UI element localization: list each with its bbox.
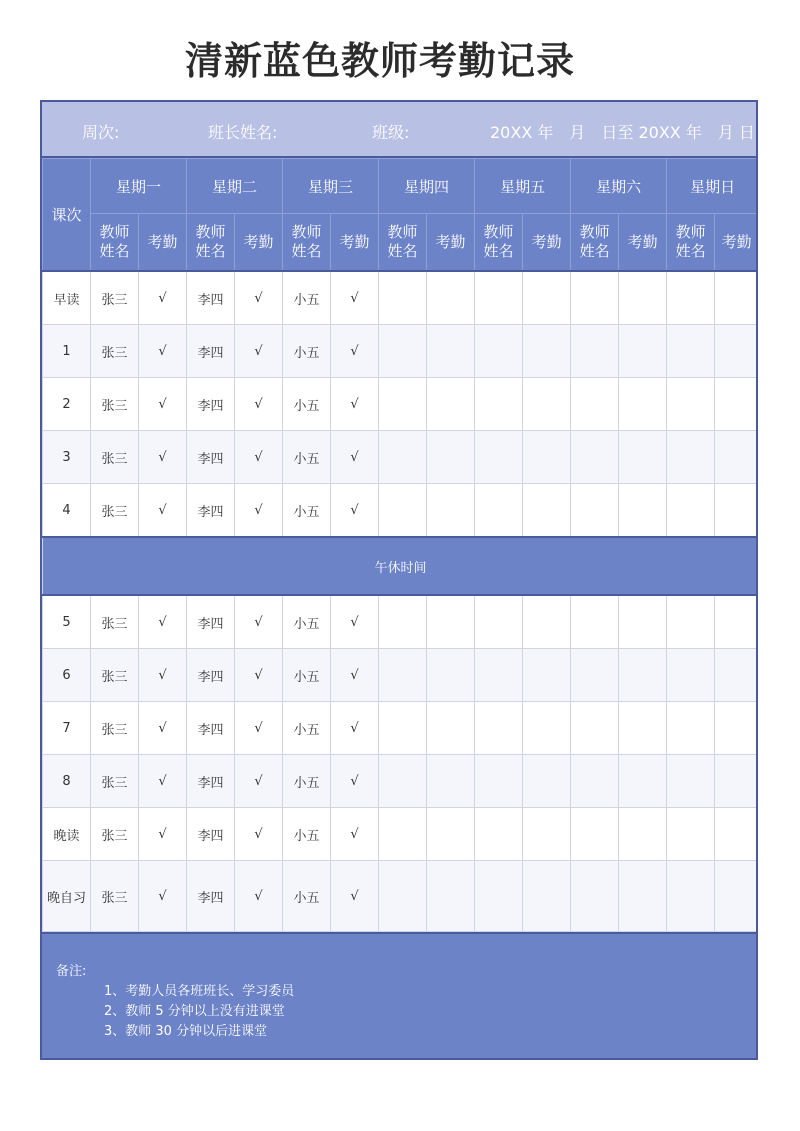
empty-cell [427,378,475,431]
empty-cell [475,325,523,378]
teacher-name-cell: 小五 [283,702,331,755]
period-cell: 6 [43,649,91,702]
day-header: 星期日 [667,159,758,214]
attendance-mark-cell: √ [139,595,187,649]
empty-cell [715,649,758,702]
empty-cell [715,755,758,808]
empty-cell [523,431,571,484]
info-bar [42,102,756,158]
attendance-mark-cell: √ [139,649,187,702]
empty-cell [427,595,475,649]
table-row [43,378,759,431]
attendance-mark-cell: √ [331,378,379,431]
attendance-mark-cell: √ [139,325,187,378]
empty-cell [619,702,667,755]
lunch-break-row [43,537,759,595]
period-cell: 2 [43,378,91,431]
period-cell: 晚自习 [43,861,91,932]
attendance-mark-cell: √ [331,755,379,808]
attendance-mark-cell: √ [235,431,283,484]
empty-cell [523,595,571,649]
teacher-name-header: 教师 姓名 [571,214,619,272]
teacher-name-cell: 李四 [187,595,235,649]
empty-cell [667,378,715,431]
teacher-name-cell: 张三 [91,649,139,702]
teacher-name-header: 教师 姓名 [187,214,235,272]
teacher-name-cell: 张三 [91,702,139,755]
empty-cell [715,378,758,431]
teacher-name-cell: 小五 [283,755,331,808]
empty-cell [715,861,758,932]
empty-cell [571,378,619,431]
teacher-name-cell: 张三 [91,595,139,649]
empty-cell [379,595,427,649]
empty-cell [715,808,758,861]
empty-cell [379,702,427,755]
day-header: 星期一 [91,159,187,214]
teacher-name-header: 教师 姓名 [91,214,139,272]
attendance-mark-cell: √ [331,861,379,932]
empty-cell [379,484,427,538]
attendance-mark-cell: √ [139,755,187,808]
attendance-table [42,158,758,932]
attendance-mark-cell: √ [139,484,187,538]
table-row [43,649,759,702]
empty-cell [667,595,715,649]
empty-cell [571,755,619,808]
empty-cell [427,702,475,755]
table-row [43,271,759,325]
teacher-name-header: 教师 姓名 [667,214,715,272]
teacher-name-cell: 张三 [91,378,139,431]
empty-cell [475,484,523,538]
empty-cell [427,484,475,538]
empty-cell [571,431,619,484]
day-header: 星期六 [571,159,667,214]
empty-cell [571,861,619,932]
empty-cell [475,702,523,755]
table-row [43,595,759,649]
empty-cell [571,808,619,861]
empty-cell [523,755,571,808]
day-header: 星期五 [475,159,571,214]
table-body [43,271,759,932]
empty-cell [667,861,715,932]
empty-cell [427,861,475,932]
period-cell: 1 [43,325,91,378]
empty-cell [523,271,571,325]
empty-cell [619,595,667,649]
empty-cell [427,649,475,702]
empty-cell [523,702,571,755]
empty-cell [523,808,571,861]
empty-cell [523,378,571,431]
period-header: 课次 [43,159,91,272]
empty-cell [427,808,475,861]
teacher-name-cell: 李四 [187,484,235,538]
empty-cell [619,378,667,431]
attendance-mark-cell: √ [139,378,187,431]
empty-cell [667,702,715,755]
empty-cell [715,484,758,538]
empty-cell [667,484,715,538]
attendance-mark-cell: √ [235,484,283,538]
table-header [43,159,759,272]
attendance-mark-cell: √ [331,484,379,538]
teacher-name-cell: 小五 [283,649,331,702]
notes-title: 备注: [56,964,87,979]
empty-cell [667,649,715,702]
attendance-mark-cell: √ [331,702,379,755]
teacher-name-cell: 张三 [91,325,139,378]
empty-cell [379,271,427,325]
empty-cell [427,271,475,325]
table-row [43,325,759,378]
table-row [43,861,759,932]
attendance-header: 考勤 [235,214,283,272]
empty-cell [379,861,427,932]
teacher-name-header: 教师 姓名 [283,214,331,272]
attendance-mark-cell: √ [235,325,283,378]
attendance-mark-cell: √ [331,595,379,649]
teacher-name-cell: 张三 [91,484,139,538]
empty-cell [427,431,475,484]
attendance-mark-cell: √ [331,431,379,484]
attendance-mark-cell: √ [139,808,187,861]
empty-cell [619,861,667,932]
empty-cell [475,861,523,932]
empty-cell [619,325,667,378]
attendance-header: 考勤 [715,214,758,272]
empty-cell [619,755,667,808]
teacher-name-cell: 小五 [283,378,331,431]
period-cell: 7 [43,702,91,755]
teacher-name-cell: 小五 [283,431,331,484]
attendance-header: 考勤 [139,214,187,272]
empty-cell [379,325,427,378]
empty-cell [379,808,427,861]
attendance-mark-cell: √ [235,755,283,808]
attendance-mark-cell: √ [331,271,379,325]
lunch-break-label: 午休时间 [43,537,759,595]
attendance-mark-cell: √ [331,325,379,378]
period-cell: 4 [43,484,91,538]
attendance-mark-cell: √ [235,378,283,431]
attendance-header: 考勤 [427,214,475,272]
empty-cell [571,484,619,538]
attendance-mark-cell: √ [235,702,283,755]
empty-cell [571,595,619,649]
empty-cell [475,271,523,325]
note-item: 1、考勤人员各班班长、学习委员 [104,984,295,999]
empty-cell [667,431,715,484]
table-row [43,755,759,808]
teacher-name-cell: 张三 [91,271,139,325]
teacher-name-cell: 李四 [187,378,235,431]
empty-cell [619,808,667,861]
attendance-mark-cell: √ [235,861,283,932]
teacher-name-header: 教师 姓名 [379,214,427,272]
teacher-name-cell: 张三 [91,808,139,861]
empty-cell [571,325,619,378]
teacher-name-cell: 李四 [187,861,235,932]
empty-cell [715,325,758,378]
attendance-mark-cell: √ [331,649,379,702]
day-header: 星期三 [283,159,379,214]
empty-cell [475,595,523,649]
empty-cell [475,808,523,861]
attendance-sheet [40,100,758,1060]
period-cell: 5 [43,595,91,649]
period-cell: 8 [43,755,91,808]
attendance-mark-cell: √ [331,808,379,861]
teacher-name-cell: 小五 [283,808,331,861]
empty-cell [379,755,427,808]
teacher-name-cell: 小五 [283,271,331,325]
empty-cell [619,431,667,484]
note-item: 2、教师 5 分钟以上没有进课堂 [104,1004,285,1019]
attendance-header: 考勤 [523,214,571,272]
empty-cell [571,702,619,755]
empty-cell [571,649,619,702]
attendance-mark-cell: √ [139,431,187,484]
note-item: 3、教师 30 分钟以后进课堂 [104,1024,268,1039]
table-row [43,808,759,861]
empty-cell [427,325,475,378]
empty-cell [667,325,715,378]
attendance-mark-cell: √ [235,649,283,702]
empty-cell [379,431,427,484]
attendance-mark-cell: √ [139,271,187,325]
attendance-mark-cell: √ [139,861,187,932]
teacher-name-cell: 李四 [187,702,235,755]
empty-cell [523,484,571,538]
empty-cell [379,378,427,431]
empty-cell [715,271,758,325]
empty-cell [667,755,715,808]
teacher-name-cell: 李四 [187,755,235,808]
teacher-name-cell: 李四 [187,649,235,702]
week-field: 周次: [82,123,120,142]
table-row [43,484,759,538]
empty-cell [427,755,475,808]
class-field: 班级: [372,123,410,142]
teacher-name-cell: 李四 [187,325,235,378]
teacher-name-cell: 小五 [283,861,331,932]
teacher-name-cell: 小五 [283,595,331,649]
empty-cell [667,808,715,861]
period-cell: 早读 [43,271,91,325]
attendance-mark-cell: √ [235,595,283,649]
empty-cell [619,649,667,702]
empty-cell [715,702,758,755]
attendance-header: 考勤 [331,214,379,272]
empty-cell [475,431,523,484]
empty-cell [523,649,571,702]
teacher-name-cell: 李四 [187,431,235,484]
attendance-mark-cell: √ [235,808,283,861]
period-cell: 3 [43,431,91,484]
attendance-header: 考勤 [619,214,667,272]
empty-cell [523,861,571,932]
empty-cell [619,484,667,538]
teacher-name-cell: 张三 [91,431,139,484]
empty-cell [475,378,523,431]
teacher-name-cell: 李四 [187,271,235,325]
teacher-name-cell: 李四 [187,808,235,861]
empty-cell [475,649,523,702]
empty-cell [523,325,571,378]
attendance-mark-cell: √ [235,271,283,325]
teacher-name-header: 教师 姓名 [475,214,523,272]
teacher-name-cell: 张三 [91,755,139,808]
empty-cell [667,271,715,325]
attendance-mark-cell: √ [139,702,187,755]
teacher-name-cell: 小五 [283,484,331,538]
table-row [43,702,759,755]
table-row [43,431,759,484]
day-header: 星期二 [187,159,283,214]
teacher-name-cell: 张三 [91,861,139,932]
empty-cell [715,595,758,649]
day-header: 星期四 [379,159,475,214]
empty-cell [571,271,619,325]
page-title: 清新蓝色教师考勤记录 [184,39,575,83]
monitor-name-field: 班长姓名: [208,123,278,142]
empty-cell [475,755,523,808]
teacher-name-cell: 小五 [283,325,331,378]
notes-section [42,932,756,1058]
empty-cell [715,431,758,484]
empty-cell [619,271,667,325]
empty-cell [379,649,427,702]
date-range-field: 20XX 年 月 日至 20XX 年 月 日 [490,123,755,142]
period-cell: 晚读 [43,808,91,861]
